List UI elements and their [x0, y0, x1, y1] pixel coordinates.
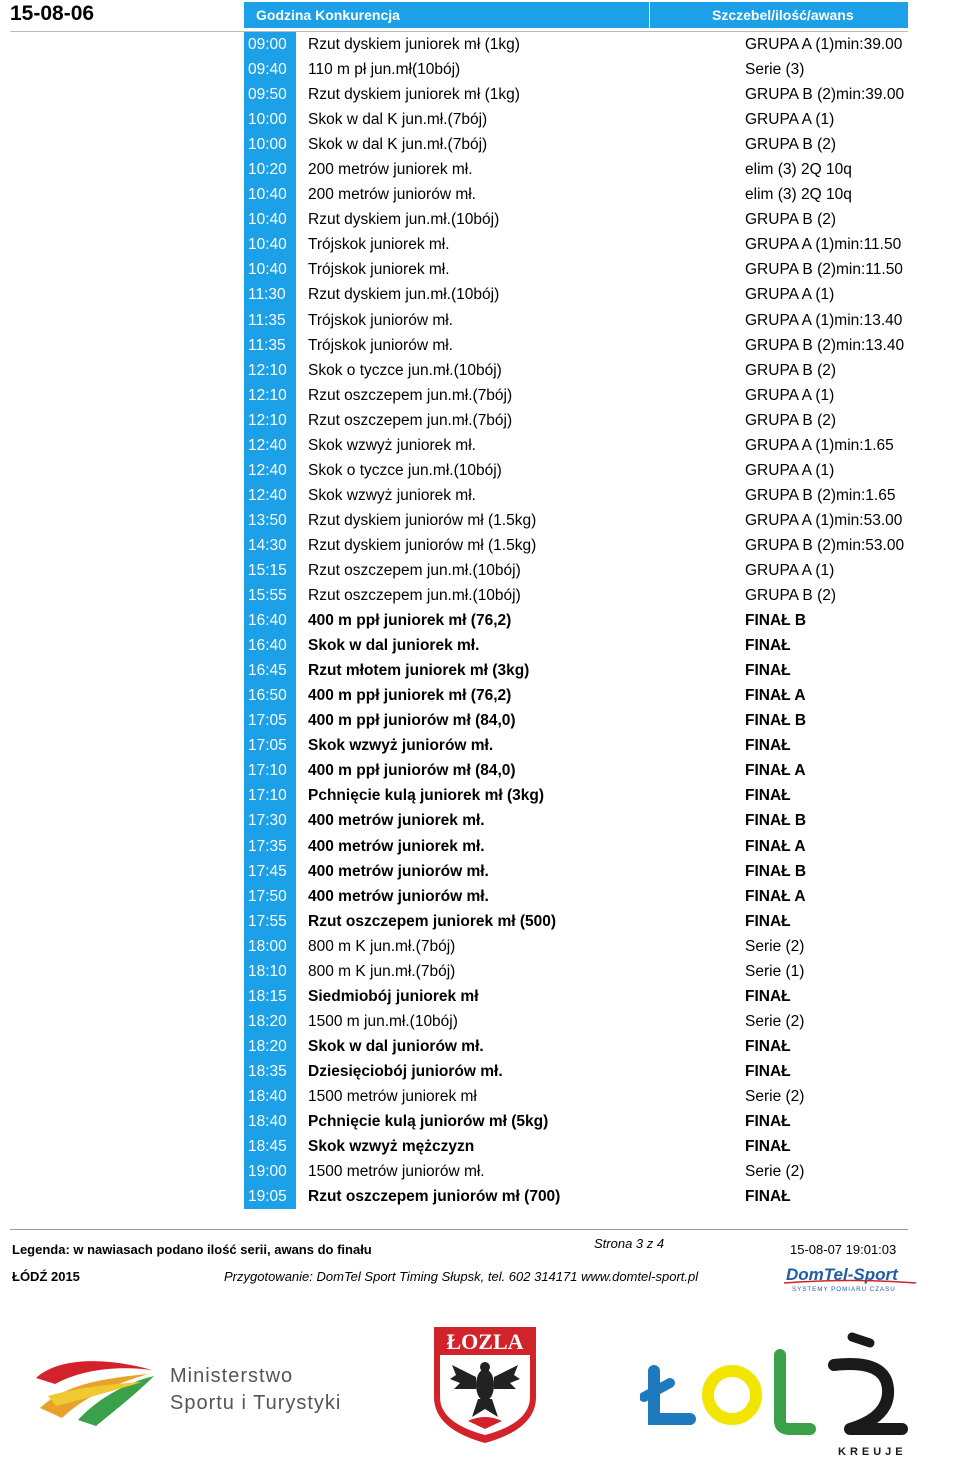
event-time: 19:05	[248, 1188, 287, 1206]
event-stage: GRUPA A (1)min:11.50	[745, 236, 902, 254]
event-time: 12:10	[248, 386, 287, 404]
event-time: 13:50	[248, 511, 287, 529]
event-name: Rzut dyskiem jun.mł.(10bój)	[308, 211, 500, 229]
event-time: 17:50	[248, 887, 287, 905]
event-name: 400 metrów juniorek mł.	[308, 837, 485, 855]
event-time: 14:30	[248, 536, 287, 554]
event-stage: FINAŁ	[745, 987, 791, 1005]
table-row	[0, 308, 960, 333]
event-stage: FINAŁ	[745, 787, 791, 805]
event-name: Rzut oszczepem juniorów mł (700)	[308, 1188, 561, 1206]
event-time: 10:20	[248, 161, 287, 179]
table-row	[0, 458, 960, 483]
event-time: 17:10	[248, 787, 287, 805]
table-row	[0, 909, 960, 934]
event-stage: FINAŁ A	[745, 887, 806, 905]
event-time: 16:40	[248, 637, 287, 655]
table-row	[0, 1109, 960, 1134]
event-stage: FINAŁ B	[745, 712, 807, 730]
event-time: 16:50	[248, 687, 287, 705]
event-stage: GRUPA B (2)min:1.65	[745, 486, 896, 504]
schedule-table	[0, 32, 960, 1209]
legend-text: Legenda: w nawiasach podano ilość serii, awans do finału	[12, 1242, 372, 1257]
table-row	[0, 859, 960, 884]
event-name: 400 m ppł juniorów mł (84,0)	[308, 762, 516, 780]
header-divider	[649, 2, 650, 28]
event-time: 12:40	[248, 461, 287, 479]
event-name: Skok w dal juniorek mł.	[308, 637, 480, 655]
lodz-tagline: KREUJE	[838, 1446, 907, 1458]
event-stage: FINAŁ B	[745, 612, 807, 630]
event-name: Skok w dal juniorów mł.	[308, 1037, 484, 1055]
event-name: Skok w dal K jun.mł.(7bój)	[308, 111, 488, 129]
event-name: Skok wzwyż juniorek mł.	[308, 436, 476, 454]
event-stage: GRUPA B (2)min:39.00	[745, 86, 905, 104]
event-time: 16:40	[248, 612, 287, 630]
event-stage: GRUPA B (2)	[745, 361, 837, 379]
event-stage: Serie (2)	[745, 1163, 805, 1181]
event-time: 11:35	[248, 336, 286, 354]
event-name: 200 metrów juniorów mł.	[308, 186, 476, 204]
event-time: 10:40	[248, 186, 287, 204]
event-time: 12:10	[248, 411, 287, 429]
event-stage: FINAŁ	[745, 1113, 791, 1131]
table-row	[0, 282, 960, 307]
event-stage: FINAŁ B	[745, 812, 807, 830]
table-row	[0, 358, 960, 383]
table-row	[0, 383, 960, 408]
event-name: Skok wzwyż mężczyzn	[308, 1138, 475, 1156]
header-time-event: Godzina Konkurencja	[256, 7, 400, 23]
event-name: Skok wzwyż juniorek mł.	[308, 486, 476, 504]
event-stage: FINAŁ A	[745, 687, 806, 705]
table-row	[0, 483, 960, 508]
event-name: Skok wzwyż juniorów mł.	[308, 737, 494, 755]
event-name: Rzut oszczepem jun.mł.(10bój)	[308, 561, 521, 579]
lodz-kreuje-logo	[640, 1325, 910, 1460]
event-time: 19:00	[248, 1163, 287, 1181]
event-name: Rzut oszczepem jun.mł.(7bój)	[308, 411, 513, 429]
event-name: Rzut dyskiem juniorów mł (1.5kg)	[308, 536, 537, 554]
event-stage: elim (3) 2Q 10q	[745, 161, 852, 179]
event-stage: GRUPA B (2)	[745, 411, 837, 429]
event-city: ŁÓDŹ 2015	[12, 1269, 80, 1284]
event-name: Trójskok juniorów mł.	[308, 311, 453, 329]
event-name: Trójskok juniorek mł.	[308, 236, 450, 254]
event-name: Rzut dyskiem jun.mł.(10bój)	[308, 286, 500, 304]
ministry-line2: Sportu i Turystyki	[170, 1392, 342, 1414]
event-stage: GRUPA A (1)min:39.00	[745, 36, 903, 53]
event-time: 17:05	[248, 712, 287, 730]
event-name: Rzut oszczepem jun.mł.(7bój)	[308, 386, 513, 404]
event-time: 18:35	[248, 1062, 287, 1080]
table-row	[0, 1034, 960, 1059]
ministry-logo	[30, 1348, 350, 1430]
event-stage: Serie (2)	[745, 1087, 805, 1105]
event-stage: GRUPA A (1)	[745, 111, 835, 129]
event-time: 11:35	[248, 311, 286, 329]
event-stage: Serie (1)	[745, 962, 805, 980]
event-stage: FINAŁ	[745, 737, 791, 755]
table-row	[0, 758, 960, 783]
event-name: 400 m ppł juniorów mł (84,0)	[308, 712, 516, 730]
event-name: 200 metrów juniorek mł.	[308, 161, 473, 179]
event-time: 18:00	[248, 937, 287, 955]
event-stage: GRUPA B (2)	[745, 136, 837, 154]
event-time: 09:00	[248, 36, 287, 53]
event-stage: GRUPA A (1)	[745, 386, 835, 404]
table-row	[0, 658, 960, 683]
event-name: Trójskok juniorek mł.	[308, 261, 450, 279]
event-time: 10:00	[248, 136, 287, 154]
event-time: 17:10	[248, 762, 287, 780]
event-stage: GRUPA B (2)min:13.40	[745, 336, 905, 354]
event-time: 15:55	[248, 587, 287, 605]
event-time: 15:15	[248, 561, 287, 579]
table-row	[0, 1059, 960, 1084]
event-name: Rzut dyskiem juniorek mł (1kg)	[308, 36, 520, 53]
table-row	[0, 708, 960, 733]
event-stage: Serie (2)	[745, 1012, 805, 1030]
table-row	[0, 1184, 960, 1209]
table-row	[0, 884, 960, 909]
event-name: Rzut młotem juniorek mł (3kg)	[308, 662, 530, 680]
domtel-logo-subtitle: SYSTEMY POMIARU CZASU	[792, 1286, 896, 1293]
event-stage: Serie (2)	[745, 937, 805, 955]
event-time: 12:40	[248, 486, 287, 504]
event-time: 17:55	[248, 912, 287, 930]
table-row	[0, 1159, 960, 1184]
table-row	[0, 808, 960, 833]
event-stage: FINAŁ	[745, 662, 791, 680]
table-row	[0, 333, 960, 358]
table-row	[0, 733, 960, 758]
table-row	[0, 157, 960, 182]
table-row	[0, 508, 960, 533]
event-stage: Serie (3)	[745, 61, 805, 79]
event-stage: FINAŁ	[745, 1037, 791, 1055]
event-stage: GRUPA A (1)min:13.40	[745, 311, 903, 329]
event-name: 400 m ppł juniorek mł (76,2)	[308, 687, 512, 705]
event-name: Trójskok juniorów mł.	[308, 336, 453, 354]
event-stage: elim (3) 2Q 10q	[745, 186, 852, 204]
table-row	[0, 984, 960, 1009]
event-time: 17:30	[248, 812, 287, 830]
domtel-logo	[782, 1263, 922, 1293]
event-stage: FINAŁ	[745, 1188, 791, 1206]
table-row	[0, 57, 960, 82]
event-name: 1500 metrów juniorek mł	[308, 1087, 477, 1105]
event-stage: GRUPA B (2)min:11.50	[745, 261, 903, 279]
event-name: 400 metrów juniorów mł.	[308, 887, 489, 905]
prepared-by: Przygotowanie: DomTel Sport Timing Słupsk, tel. 602 314171 www.domtel-sport.pl	[224, 1269, 699, 1284]
event-stage: GRUPA A (1)	[745, 461, 835, 479]
table-row	[0, 1009, 960, 1034]
event-time: 18:40	[248, 1113, 287, 1131]
event-time: 10:40	[248, 261, 287, 279]
event-time: 18:15	[248, 987, 287, 1005]
table-row	[0, 32, 960, 57]
event-name: 1500 m jun.mł.(10bój)	[308, 1012, 458, 1030]
event-stage: GRUPA A (1)	[745, 561, 835, 579]
footer-rule	[10, 1229, 908, 1230]
event-name: 1500 metrów juniorów mł.	[308, 1163, 485, 1181]
table-row	[0, 683, 960, 708]
table-row	[0, 934, 960, 959]
ozla-logo-text: ŁOZLA	[446, 1329, 524, 1354]
event-time: 18:20	[248, 1037, 287, 1055]
event-stage: FINAŁ A	[745, 762, 806, 780]
table-row	[0, 257, 960, 282]
domtel-logo-text: DomTel-Sport	[786, 1265, 898, 1284]
event-stage: FINAŁ A	[745, 837, 806, 855]
event-time: 11:30	[248, 286, 286, 304]
event-time: 18:40	[248, 1087, 287, 1105]
event-time: 18:20	[248, 1012, 287, 1030]
table-row	[0, 583, 960, 608]
event-time: 18:10	[248, 962, 287, 980]
event-name: 800 m K jun.mł.(7bój)	[308, 962, 456, 980]
event-name: Siedmiobój juniorek mł	[308, 987, 479, 1005]
event-name: Rzut oszczepem juniorek mł (500)	[308, 912, 557, 930]
event-stage: FINAŁ	[745, 912, 791, 930]
table-row	[0, 1084, 960, 1109]
table-row	[0, 533, 960, 558]
table-row	[0, 633, 960, 658]
table-header	[244, 2, 908, 28]
event-name: Dziesięciobój juniorów mł.	[308, 1062, 503, 1080]
table-row	[0, 182, 960, 207]
event-stage: FINAŁ B	[745, 862, 807, 880]
table-row	[0, 1134, 960, 1159]
table-row	[0, 558, 960, 583]
ozla-logo	[432, 1325, 538, 1445]
event-stage: GRUPA B (2)	[745, 587, 837, 605]
table-row	[0, 82, 960, 107]
table-row	[0, 232, 960, 257]
print-timestamp: 15-08-07 19:01:03	[790, 1242, 897, 1257]
event-stage: GRUPA A (1)	[745, 286, 835, 304]
event-name: 800 m K jun.mł.(7bój)	[308, 937, 456, 955]
event-name: 400 m ppł juniorek mł (76,2)	[308, 612, 512, 630]
table-row	[0, 433, 960, 458]
event-time: 17:35	[248, 837, 287, 855]
schedule-date: 15-08-06	[10, 2, 95, 25]
event-name: Rzut dyskiem juniorów mł (1.5kg)	[308, 511, 537, 529]
table-row	[0, 107, 960, 132]
table-row	[0, 608, 960, 633]
event-time: 10:40	[248, 236, 287, 254]
event-time: 16:45	[248, 662, 287, 680]
event-time: 10:00	[248, 111, 287, 129]
event-stage: FINAŁ	[745, 1062, 791, 1080]
event-name: Skok o tyczce jun.mł.(10bój)	[308, 461, 502, 479]
event-time: 12:10	[248, 361, 287, 379]
event-name: 400 metrów juniorek mł.	[308, 812, 485, 830]
event-name: 110 m pł jun.mł(10bój)	[308, 61, 461, 79]
event-name: Skok o tyczce jun.mł.(10bój)	[308, 361, 502, 379]
table-row	[0, 207, 960, 232]
ministry-line1: Ministerstwo	[170, 1365, 294, 1387]
table-row	[0, 783, 960, 808]
event-time: 18:45	[248, 1138, 287, 1156]
event-stage: GRUPA B (2)min:53.00	[745, 536, 905, 554]
event-stage: FINAŁ	[745, 637, 791, 655]
event-time: 17:45	[248, 862, 287, 880]
table-row	[0, 408, 960, 433]
event-time: 10:40	[248, 211, 287, 229]
page-number: Strona 3 z 4	[594, 1236, 665, 1251]
event-time: 17:05	[248, 737, 287, 755]
event-stage: GRUPA A (1)min:53.00	[745, 511, 903, 529]
event-name: Pchnięcie kulą juniorów mł (5kg)	[308, 1113, 549, 1131]
event-stage: GRUPA A (1)min:1.65	[745, 436, 894, 454]
table-row	[0, 132, 960, 157]
event-name: 400 metrów juniorów mł.	[308, 862, 489, 880]
event-name: Skok w dal K jun.mł.(7bój)	[308, 136, 488, 154]
event-time: 09:50	[248, 86, 287, 104]
table-row	[0, 959, 960, 984]
event-name: Rzut oszczepem jun.mł.(10bój)	[308, 587, 521, 605]
table-row	[0, 834, 960, 859]
event-time: 12:40	[248, 436, 287, 454]
header-stage: Szczebel/ilość/awans	[712, 7, 854, 23]
event-time: 09:40	[248, 61, 287, 79]
event-stage: GRUPA B (2)	[745, 211, 837, 229]
event-name: Pchnięcie kulą juniorek mł (3kg)	[308, 787, 545, 805]
event-stage: FINAŁ	[745, 1138, 791, 1156]
event-name: Rzut dyskiem juniorek mł (1kg)	[308, 86, 520, 104]
